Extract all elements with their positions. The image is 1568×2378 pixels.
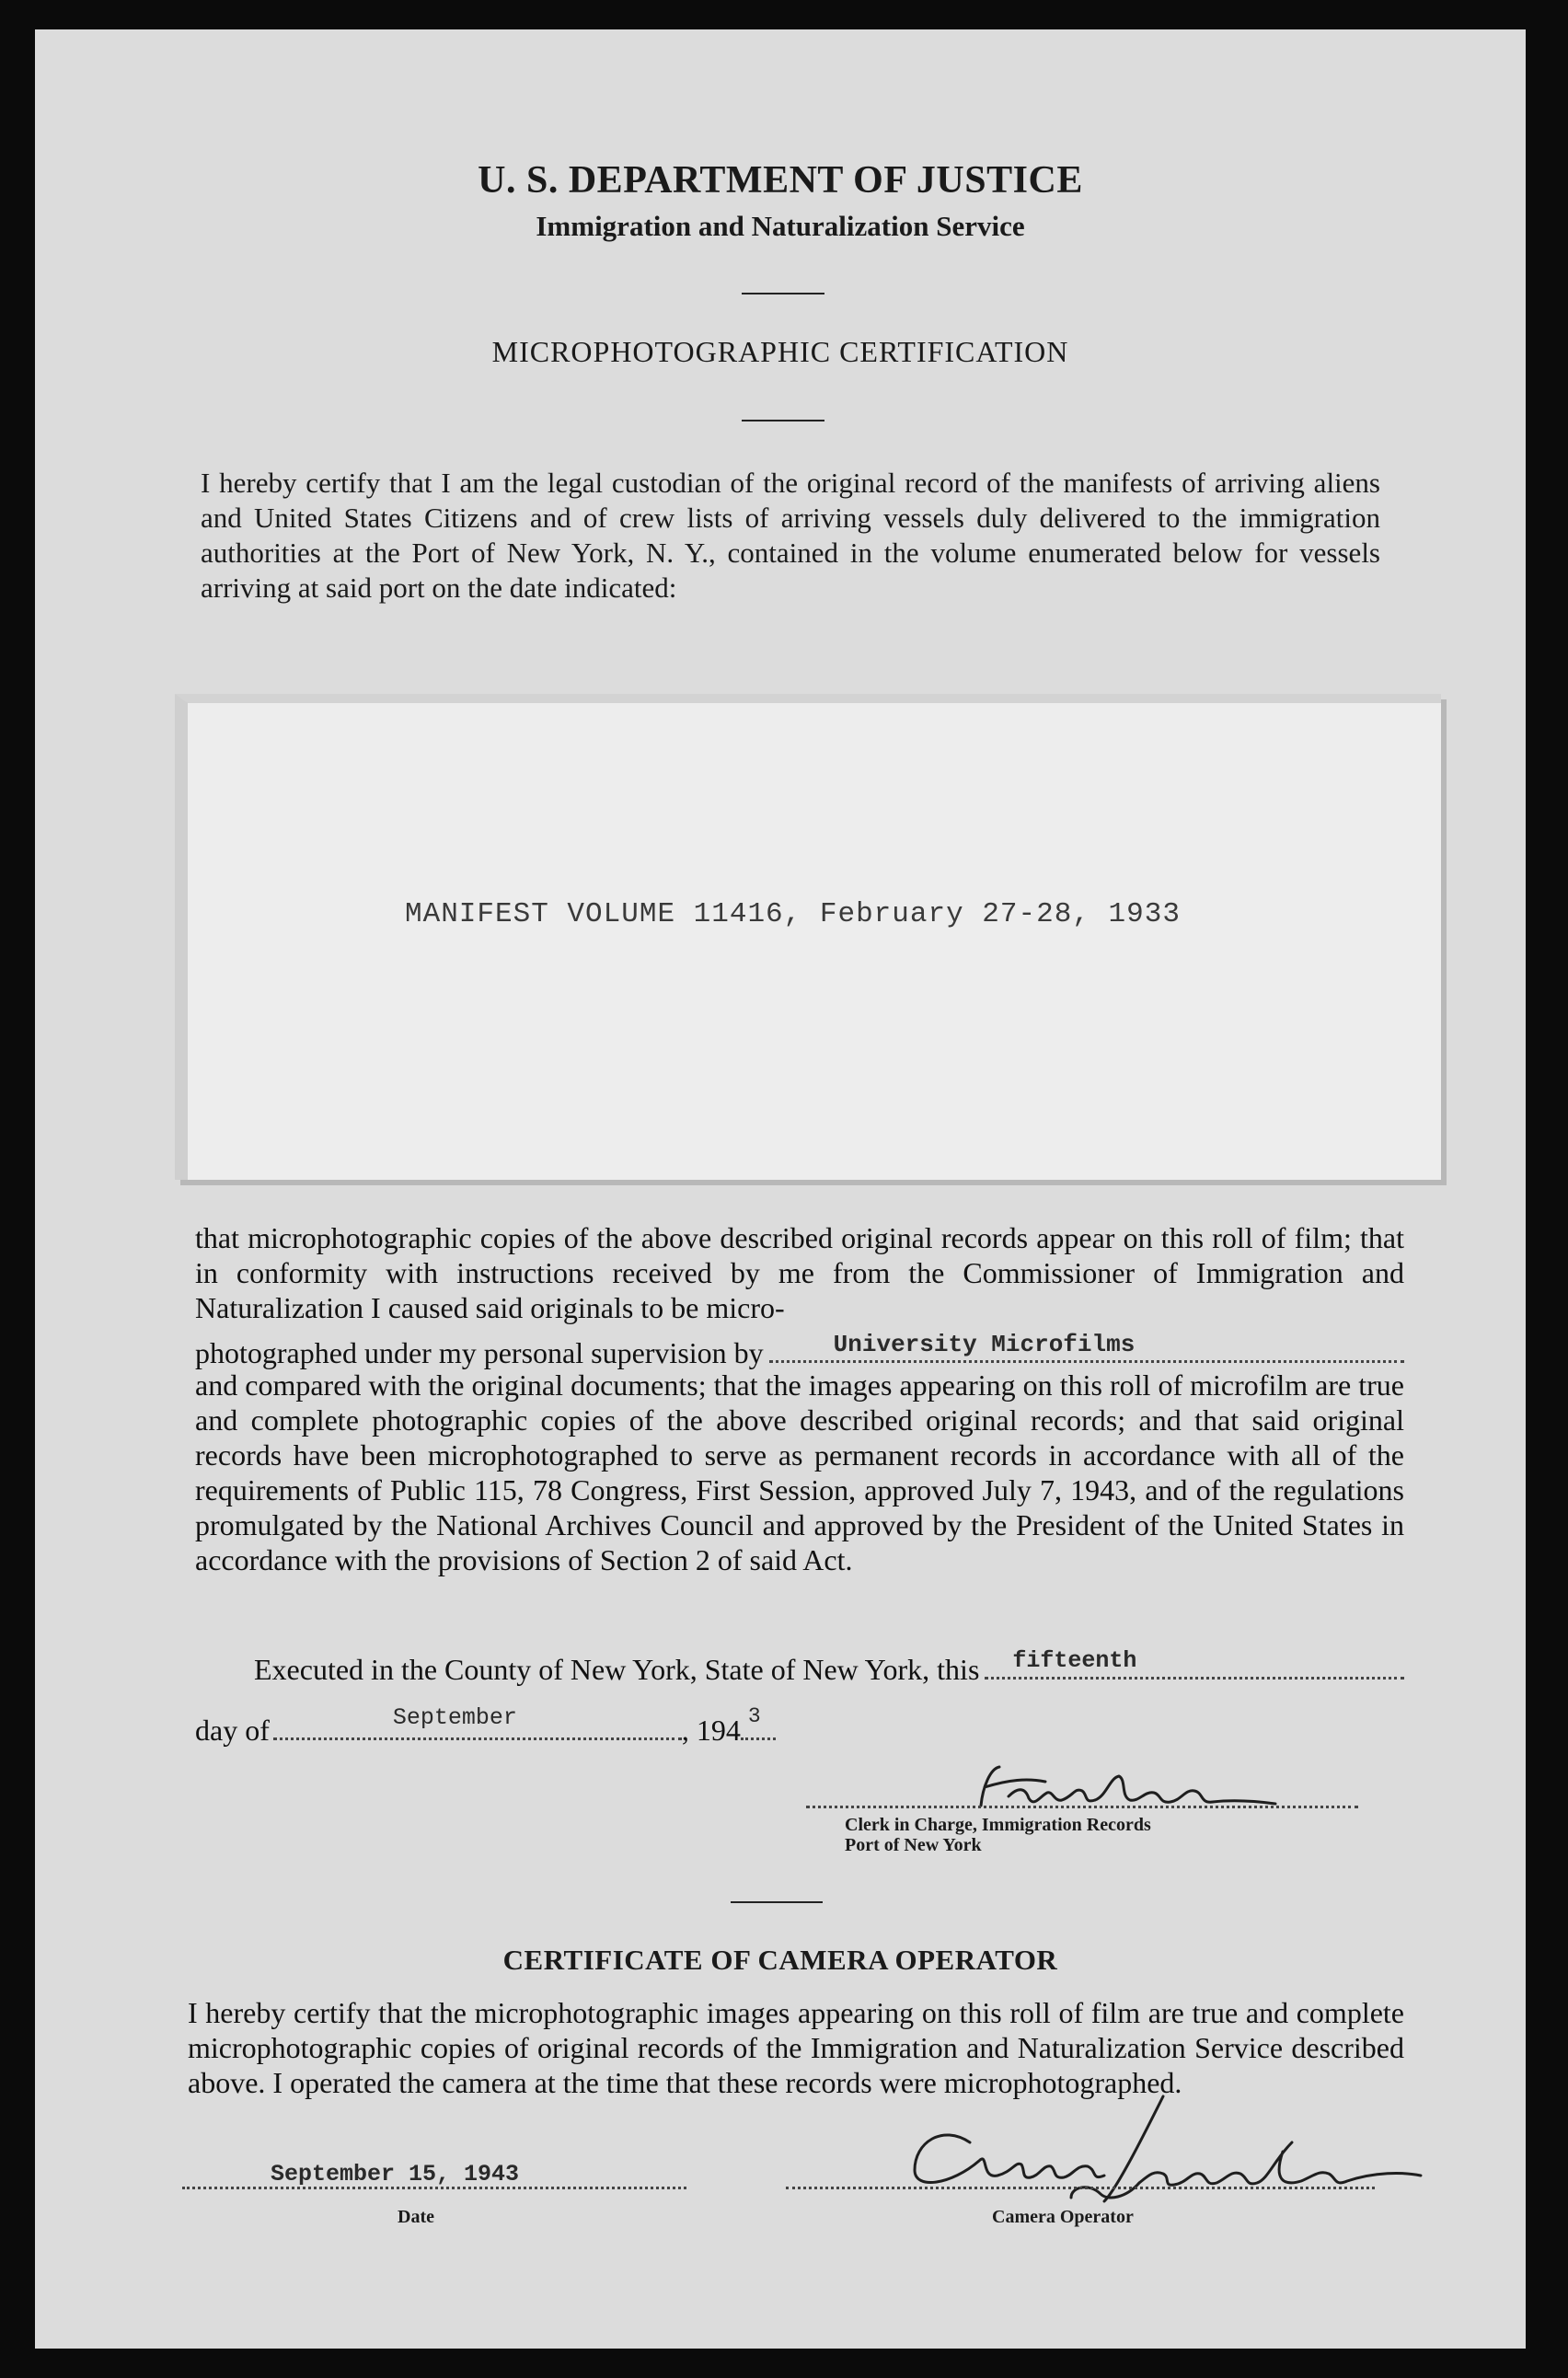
- divider: [742, 293, 824, 294]
- volume-card: [175, 694, 1441, 1180]
- camera-operator-paragraph: I hereby certify that the microphotographic images appearing on this roll of film are true and complete microphotographic copies of original records of the Immigration and Naturalization Service described above. I operated the camera at the time that these records were microphotographed.: [188, 1996, 1404, 2099]
- intro-paragraph: I hereby certify that I am the legal custodian of the original record of the manifests of arriving aliens and United States Citizens and of crew lists of arriving vessels duly delivered to the immigration authorities at the Port of New York, N. Y., contained in the volume enumerated below for vessels arriving at said port on the date indicated:: [201, 467, 1380, 604]
- body-paragraph-rest: and compared with the original documents; that the images appearing on this roll of microfilm are true and complete photographic copies of the above described original records; and that said original records have been microphotographed to serve as permanent records in accordance with all of the requirements of Public 115, 78 Congress, First Session, approved July 7, 1943, and of the regulations promulgated by the National Archives Council and approved by the President of the United States in accordance with the provisions of Section 2 of said Act.: [195, 1368, 1404, 1576]
- year-field: [741, 1704, 776, 1740]
- clerk-title-line1: Clerk in Charge, Immigration Records: [845, 1815, 1151, 1835]
- clerk-signature-line: [806, 1800, 1358, 1808]
- operator-signature-line: [786, 2181, 1375, 2189]
- executed-day-field: [985, 1649, 1404, 1680]
- date-line: [195, 1704, 894, 1748]
- year-value: 3: [747, 1704, 761, 1728]
- department-heading: U. S. DEPARTMENT OF JUSTICE: [478, 159, 1083, 202]
- camera-date-value: September 15, 1943: [271, 2161, 520, 2188]
- day-of-label: day of: [195, 1714, 270, 1747]
- certification-title: MICROPHOTOGRAPHIC CERTIFICATION: [491, 335, 1069, 368]
- certificate-page: [35, 29, 1526, 2349]
- camera-date-label: Date: [398, 2207, 434, 2227]
- camera-operator-label: Camera Operator: [992, 2207, 1134, 2227]
- divider: [742, 420, 824, 421]
- month-value: September: [392, 1704, 517, 1731]
- month-field: [273, 1704, 682, 1740]
- clerk-title-line2: Port of New York: [845, 1835, 982, 1855]
- supervision-line: [195, 1333, 1404, 1370]
- camera-operator-heading: CERTIFICATE OF CAMERA OPERATOR: [502, 1944, 1058, 1976]
- executed-day-value: fifteenth: [1012, 1647, 1137, 1674]
- volume-card-text: MANIFEST VOLUME 11416, February 27-28, 1933: [405, 898, 1181, 930]
- supervision-by-value: University Microfilms: [833, 1331, 1136, 1358]
- supervision-by-field: [769, 1333, 1404, 1363]
- clerk-title: [845, 1815, 1151, 1855]
- executed-line: [254, 1649, 1404, 1687]
- executed-prefix: Executed in the County of New York, State of New York, this: [254, 1653, 980, 1686]
- year-prefix: , 194: [681, 1714, 741, 1747]
- body-paragraph-start: that microphotographic copies of the above described original records appear on this roll of film; that in conformity with instructions received by me from the Commissioner of Immigration and Naturalization I caused said originals to be micro-: [195, 1221, 1404, 1324]
- supervision-prefix: photographed under my personal supervision by: [195, 1336, 764, 1369]
- service-subheading: Immigration and Naturalization Service: [536, 210, 1025, 242]
- divider: [731, 1901, 823, 1903]
